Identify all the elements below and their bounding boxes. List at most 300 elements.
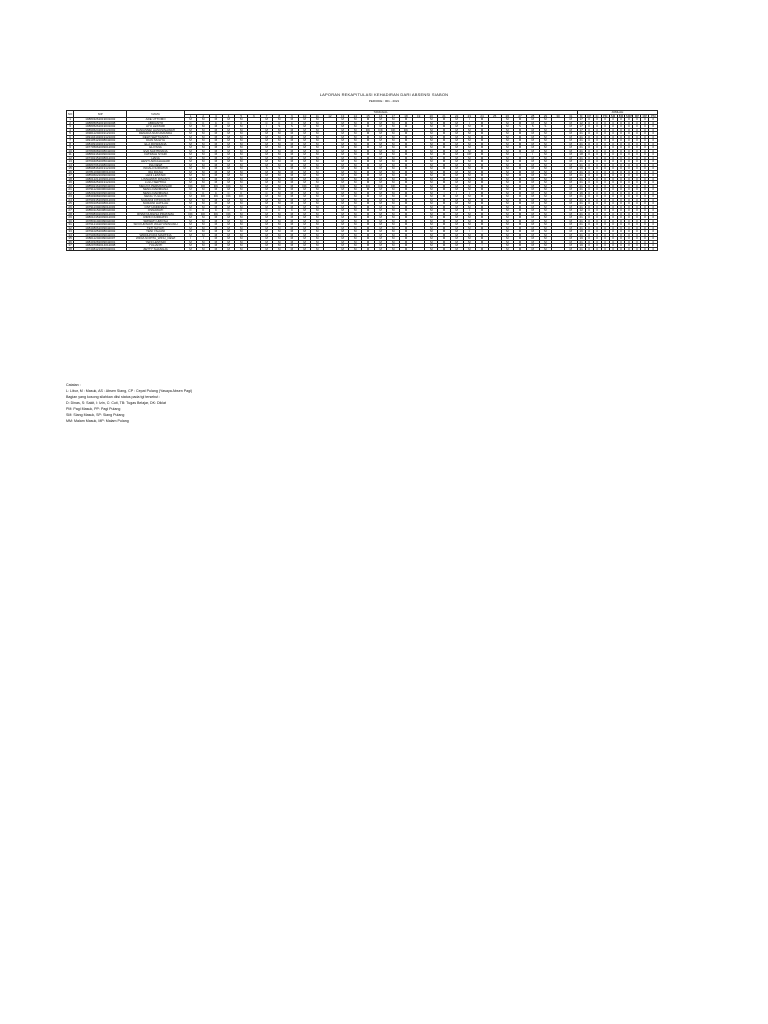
cell-day-status: M xyxy=(298,233,311,237)
cell-day-status: M xyxy=(539,181,552,185)
header-day: 1 xyxy=(184,114,197,118)
cell-day-status: M xyxy=(374,170,387,174)
cell-day-status: M xyxy=(425,233,438,237)
cell-nip: 198803262019031002 xyxy=(74,118,127,122)
cell-day-status: M xyxy=(336,247,349,251)
cell-day-status: M xyxy=(463,198,476,202)
cell-name: ZETTY SHANGJA xyxy=(127,247,184,251)
cell-day-status: M xyxy=(400,237,413,241)
cell-day-status: M xyxy=(526,237,539,241)
cell-summary: 0 xyxy=(649,163,658,167)
cell-day-status: M xyxy=(463,219,476,223)
cell-summary: 0 xyxy=(593,233,601,237)
cell-summary: 0 xyxy=(601,174,609,178)
cell-nip: 196807061998032001 xyxy=(74,163,127,167)
cell-nip: 198207082014012008 xyxy=(74,244,127,248)
cell-day-status: M xyxy=(362,118,375,122)
cell-day-status: I xyxy=(476,230,489,234)
cell-day-status: M xyxy=(450,244,463,248)
cell-day-status: M xyxy=(526,121,539,125)
cell-summary: 21 xyxy=(577,247,585,251)
cell-day-status: M xyxy=(362,146,375,150)
cell-day-status: M xyxy=(235,174,248,178)
cell-no: 10 xyxy=(68,149,72,153)
cell-day-status: M xyxy=(374,212,387,216)
cell-day-status: M xyxy=(235,205,248,209)
header-day: 20 xyxy=(425,114,438,118)
cell-day-status: M xyxy=(400,135,413,139)
cell-summary: 0 xyxy=(649,202,658,206)
cell-day-status: M xyxy=(222,181,235,185)
cell-day-status: C xyxy=(260,121,273,125)
cell-day-status: M xyxy=(362,163,375,167)
cell-day-status: M xyxy=(438,198,451,202)
cell-day-status: M xyxy=(463,184,476,188)
cell-day-status: M xyxy=(298,132,311,136)
cell-day-status: M xyxy=(235,230,248,234)
cell-day-status: M xyxy=(425,223,438,227)
cell-summary: 0 xyxy=(609,202,617,206)
cell-summary: 0 xyxy=(649,219,658,223)
cell-day-status: M xyxy=(526,233,539,237)
cell-day-status: M xyxy=(539,223,552,227)
cell-day-status: M xyxy=(564,135,577,139)
cell-day-status: M xyxy=(564,160,577,164)
cell-day-status: M xyxy=(298,174,311,178)
cell-day-status: M xyxy=(501,149,514,153)
cell-summary: 21 xyxy=(577,174,585,178)
cell-day-status: M xyxy=(476,118,489,122)
cell-summary: 0 xyxy=(585,244,593,248)
cell-day-status: M xyxy=(514,132,527,136)
cell-day-status: M xyxy=(374,153,387,157)
cell-name: NENG DARMIANA xyxy=(127,188,184,192)
header-day: 16 xyxy=(374,114,387,118)
cell-summary: 0 xyxy=(617,163,625,167)
cell-day-status: M xyxy=(184,163,197,167)
cell-day-status: M xyxy=(260,205,273,209)
cell-day-status: M xyxy=(539,118,552,122)
cell-summary: 0 xyxy=(609,125,617,129)
cell-summary: 0 xyxy=(641,128,649,132)
cell-day-status: M xyxy=(539,170,552,174)
cell-day-status: M xyxy=(539,139,552,143)
cell-nip: 198501152008042002 xyxy=(74,209,127,213)
cell-day-status: M xyxy=(273,191,286,195)
cell-day-status: M xyxy=(476,188,489,192)
cell-day-status: M xyxy=(260,195,273,199)
cell-day-status: M xyxy=(539,195,552,199)
cell-nip: 199104102019121003 xyxy=(74,135,127,139)
cell-day-status: M xyxy=(425,177,438,181)
cell-summary: 0 xyxy=(641,188,649,192)
cell-day-status: M xyxy=(526,219,539,223)
cell-day-status: M xyxy=(438,195,451,199)
cell-day-status: M xyxy=(349,177,362,181)
cell-summary: 0 xyxy=(593,118,601,122)
cell-summary: 0 xyxy=(625,149,633,153)
cell-day-status: M xyxy=(387,118,400,122)
cell-summary: 0 xyxy=(649,177,658,181)
cell-day-status: M xyxy=(210,244,223,248)
cell-day-status: M xyxy=(210,125,223,129)
cell-day-status: M xyxy=(400,202,413,206)
cell-day-status: M xyxy=(438,181,451,185)
cell-day-status: M xyxy=(184,125,197,129)
cell-day-status: M xyxy=(210,156,223,160)
cell-summary: 0 xyxy=(617,125,625,129)
cell-day-status: M xyxy=(425,139,438,143)
cell-day-status: M xyxy=(311,142,324,146)
cell-summary: 12 xyxy=(577,121,585,125)
cell-day-status: M xyxy=(349,146,362,150)
cell-day-status: S xyxy=(514,125,527,129)
cell-day-status: M xyxy=(349,153,362,157)
cell-day-status: M xyxy=(336,128,349,132)
header-name: NAMA xyxy=(127,111,184,118)
cell-day-status: M xyxy=(450,223,463,227)
cell-day-status: M xyxy=(298,167,311,171)
cell-day-status: M xyxy=(438,184,451,188)
cell-day-status: M xyxy=(450,142,463,146)
cell-day-status: M xyxy=(362,240,375,244)
cell-day-status: M xyxy=(336,223,349,227)
cell-no: 18 xyxy=(68,177,72,181)
cell-day-status: M xyxy=(539,146,552,150)
cell-day-status: M xyxy=(349,223,362,227)
cell-day-status: M xyxy=(450,184,463,188)
cell-day-status: M xyxy=(184,247,197,251)
header-day: 26 xyxy=(501,114,514,118)
cell-day-status: M xyxy=(260,212,273,216)
cell-day-status: M xyxy=(273,128,286,132)
cell-day-status: M xyxy=(374,191,387,195)
cell-summary: 0 xyxy=(649,156,658,160)
cell-day-status: M xyxy=(387,177,400,181)
cell-summary: 0 xyxy=(601,153,609,157)
cell-day-status: M xyxy=(476,195,489,199)
cell-day-status: M xyxy=(235,244,248,248)
cell-day-status: M xyxy=(463,170,476,174)
cell-day-status: M xyxy=(286,139,299,143)
cell-summary: 0 xyxy=(585,132,593,136)
cell-day-status: M xyxy=(311,181,324,185)
cell-summary: 0 xyxy=(601,125,609,129)
cell-day-status: M xyxy=(463,195,476,199)
cell-day-status: M xyxy=(222,135,235,139)
cell-day-status: M xyxy=(514,163,527,167)
cell-day-status: M xyxy=(311,170,324,174)
cell-summary: 19 xyxy=(577,230,585,234)
cell-day-status: M xyxy=(349,240,362,244)
cell-day-status: M xyxy=(311,132,324,136)
cell-day-status: I xyxy=(526,153,539,157)
cell-day-status: M xyxy=(260,247,273,251)
cell-day-status: I xyxy=(463,230,476,234)
cell-summary: 0 xyxy=(617,170,625,174)
cell-summary: 21 xyxy=(577,226,585,230)
cell-day-status: M xyxy=(501,132,514,136)
cell-day-status: M xyxy=(463,212,476,216)
cell-day-status: M xyxy=(349,202,362,206)
header-day: 28 xyxy=(526,114,539,118)
cell-summary: 0 xyxy=(617,149,625,153)
cell-day-status: M xyxy=(438,125,451,129)
cell-summary: 0 xyxy=(609,233,617,237)
cell-day-status: M xyxy=(526,198,539,202)
cell-day-status: M xyxy=(362,135,375,139)
cell-day-status: M xyxy=(526,170,539,174)
header-day: 11 xyxy=(311,114,324,118)
cell-day-status: M xyxy=(336,167,349,171)
cell-name: LISNAWATI RISANTI xyxy=(127,177,184,181)
cell-summary: 0 xyxy=(609,174,617,178)
cell-day-status: I xyxy=(514,153,527,157)
cell-summary: 0 xyxy=(641,181,649,185)
cell-summary: 0 xyxy=(633,125,641,129)
cell-summary: 0 xyxy=(641,184,649,188)
cell-day-status: M xyxy=(450,219,463,223)
cell-day-status: M xyxy=(286,195,299,199)
cell-day-status: M xyxy=(349,237,362,241)
cell-day-status: M xyxy=(184,216,197,220)
cell-summary: 0 xyxy=(641,244,649,248)
cell-day-status: DK xyxy=(374,184,387,188)
cell-summary: 0 xyxy=(625,230,633,234)
cell-no: 15 xyxy=(68,166,72,170)
cell-summary: 21 xyxy=(577,223,585,227)
cell-day-status: M xyxy=(387,205,400,209)
cell-day-status: M xyxy=(362,156,375,160)
cell-day-status: M xyxy=(210,142,223,146)
cell-summary: 0 xyxy=(617,139,625,143)
cell-day-status: M xyxy=(273,142,286,146)
header-summary-col: PM xyxy=(602,114,608,118)
cell-day-status: M xyxy=(197,149,210,153)
cell-day-status: M xyxy=(222,153,235,157)
cell-day-status: M xyxy=(501,128,514,132)
cell-day-status: M xyxy=(438,142,451,146)
cell-day-status: M xyxy=(336,226,349,230)
cell-name: NENG DARMIANA xyxy=(127,191,184,195)
cell-day-status: M xyxy=(362,202,375,206)
cell-day-status: M xyxy=(501,118,514,122)
cell-day-status: M xyxy=(286,153,299,157)
cell-day-status: M xyxy=(476,149,489,153)
cell-summary: 0 xyxy=(601,223,609,227)
header-day: 15 xyxy=(362,114,375,118)
cell-day-status: M xyxy=(362,233,375,237)
cell-day-status: M xyxy=(298,128,311,132)
cell-day-status: M xyxy=(184,195,197,199)
cell-day-status: M xyxy=(286,247,299,251)
cell-nip: 198409102019121003 xyxy=(74,142,127,146)
cell-nip: 197912102009042002 xyxy=(74,223,127,227)
cell-day-status xyxy=(248,247,261,251)
cell-day-status: M xyxy=(298,205,311,209)
cell-summary: 0 xyxy=(593,216,601,220)
header-day: 14 xyxy=(349,114,362,118)
cell-summary: 0 xyxy=(593,205,601,209)
cell-summary: 0 xyxy=(601,230,609,234)
cell-day-status: M xyxy=(526,209,539,213)
cell-day-status: M xyxy=(564,125,577,129)
cell-summary: 0 xyxy=(641,191,649,195)
cell-day-status: M xyxy=(362,170,375,174)
cell-day-status: M xyxy=(273,174,286,178)
cell-day-status: M xyxy=(349,209,362,213)
cell-summary: 0 xyxy=(617,184,625,188)
cell-day-status: DK xyxy=(387,128,400,132)
cell-day-status: M xyxy=(526,132,539,136)
cell-day-status: M xyxy=(311,195,324,199)
cell-summary: 0 xyxy=(641,139,649,143)
cell-day-status: M xyxy=(501,230,514,234)
cell-summary: 0 xyxy=(641,118,649,122)
cell-day-status: C xyxy=(210,191,223,195)
cell-day-status: M xyxy=(210,163,223,167)
cell-day-status: M xyxy=(184,149,197,153)
cell-summary: 0 xyxy=(609,146,617,150)
cell-day-status: C xyxy=(210,209,223,213)
cell-day-status: M xyxy=(501,139,514,143)
cell-day-status: M xyxy=(514,223,527,227)
cell-day-status: M xyxy=(526,240,539,244)
cell-day-status: M xyxy=(501,135,514,139)
cell-day-status: M xyxy=(501,202,514,206)
cell-nip: 197911202006042002 xyxy=(74,188,127,192)
cell-summary: 0 xyxy=(649,212,658,216)
cell-day-status: M xyxy=(235,181,248,185)
cell-day-status: M xyxy=(526,177,539,181)
cell-day-status: M xyxy=(311,139,324,143)
cell-summary: 0 xyxy=(633,135,641,139)
cell-day-status: C xyxy=(273,121,286,125)
cell-summary: 0 xyxy=(585,209,593,213)
cell-summary: 0 xyxy=(593,230,601,234)
cell-day-status: M xyxy=(336,163,349,167)
cell-summary: 0 xyxy=(593,149,601,153)
cell-day-status xyxy=(412,247,425,251)
cell-day-status: M xyxy=(298,244,311,248)
cell-day-status: M xyxy=(235,177,248,181)
cell-summary: 0 xyxy=(641,226,649,230)
header-day: 12 xyxy=(324,114,337,118)
cell-day-status: M xyxy=(298,219,311,223)
cell-day-status: M xyxy=(476,135,489,139)
cell-summary: 0 xyxy=(593,244,601,248)
cell-day-status: M xyxy=(526,163,539,167)
cell-day-status: M xyxy=(450,153,463,157)
cell-summary: 0 xyxy=(609,237,617,241)
cell-day-status: M xyxy=(298,163,311,167)
cell-day-status: M xyxy=(501,223,514,227)
cell-day-status: M xyxy=(400,244,413,248)
cell-day-status: M xyxy=(286,128,299,132)
cell-day-status: M xyxy=(463,135,476,139)
cell-day-status: M xyxy=(336,212,349,216)
cell-summary: 0 xyxy=(593,181,601,185)
cell-day-status: M xyxy=(273,163,286,167)
cell-day-status: M xyxy=(463,205,476,209)
cell-summary: 21 xyxy=(577,219,585,223)
cell-day-status: M xyxy=(260,139,273,143)
cell-day-status: M xyxy=(400,149,413,153)
cell-day-status: M xyxy=(298,209,311,213)
cell-summary: 0 xyxy=(609,195,617,199)
cell-nip: 198303082009042002 xyxy=(74,195,127,199)
cell-summary: 0 xyxy=(617,181,625,185)
cell-day-status: M xyxy=(210,153,223,157)
cell-day-status: M xyxy=(425,198,438,202)
cell-day-status: M xyxy=(400,121,413,125)
cell-day-status: M xyxy=(438,149,451,153)
cell-day-status: DK xyxy=(235,195,248,199)
cell-day-status: M xyxy=(336,205,349,209)
cell-day-status: M xyxy=(286,146,299,150)
cell-day-status: M xyxy=(564,209,577,213)
header-no: NO xyxy=(67,111,73,116)
cell-summary: 0 xyxy=(633,160,641,164)
cell-day-status: M xyxy=(336,125,349,129)
cell-summary: 0 xyxy=(601,216,609,220)
cell-summary: 0 xyxy=(593,132,601,136)
cell-summary: 0 xyxy=(641,167,649,171)
cell-summary: 21 xyxy=(577,156,585,160)
cell-day-status: M xyxy=(476,202,489,206)
cell-summary: 0 xyxy=(633,139,641,143)
cell-day-status: M xyxy=(501,205,514,209)
cell-day-status: M xyxy=(222,230,235,234)
cell-day-status: M xyxy=(235,146,248,150)
cell-summary: 0 xyxy=(593,139,601,143)
cell-summary: 0 xyxy=(601,240,609,244)
cell-day-status: M xyxy=(539,167,552,171)
cell-day-status: M xyxy=(450,163,463,167)
cell-day-status: M xyxy=(564,146,577,150)
header-day: 21 xyxy=(438,114,451,118)
cell-day-status: M xyxy=(400,247,413,251)
header-dates-group: TANGGAL xyxy=(184,111,577,115)
cell-day-status: C xyxy=(260,209,273,213)
cell-summary: 0 xyxy=(585,181,593,185)
cell-day-status: M xyxy=(235,212,248,216)
cell-day-status: M xyxy=(362,195,375,199)
cell-day-status: M xyxy=(184,153,197,157)
cell-no: 8 xyxy=(67,142,74,146)
cell-day-status: C xyxy=(197,209,210,213)
cell-day-status: M xyxy=(349,219,362,223)
cell-day-status: M xyxy=(349,226,362,230)
cell-summary: 0 xyxy=(633,212,641,216)
note-line: MM: Malam Masuk, MP: Malam Pulang xyxy=(66,419,129,423)
cell-day-status: M xyxy=(387,226,400,230)
cell-day-status: M xyxy=(400,198,413,202)
cell-summary: 0 xyxy=(649,195,658,199)
cell-day-status: M xyxy=(286,181,299,185)
cell-name: LULU SEPTIKA xyxy=(127,181,184,185)
cell-summary: 0 xyxy=(625,205,633,209)
cell-day-status: S xyxy=(273,167,286,171)
cell-day-status: M xyxy=(564,167,577,171)
cell-summary: 0 xyxy=(617,188,625,192)
cell-summary: 0 xyxy=(625,223,633,227)
cell-summary: 0 xyxy=(633,170,641,174)
cell-day-status: M xyxy=(260,226,273,230)
cell-day-status: M xyxy=(235,237,248,241)
cell-day-status: M xyxy=(336,219,349,223)
cell-day-status: M xyxy=(450,177,463,181)
